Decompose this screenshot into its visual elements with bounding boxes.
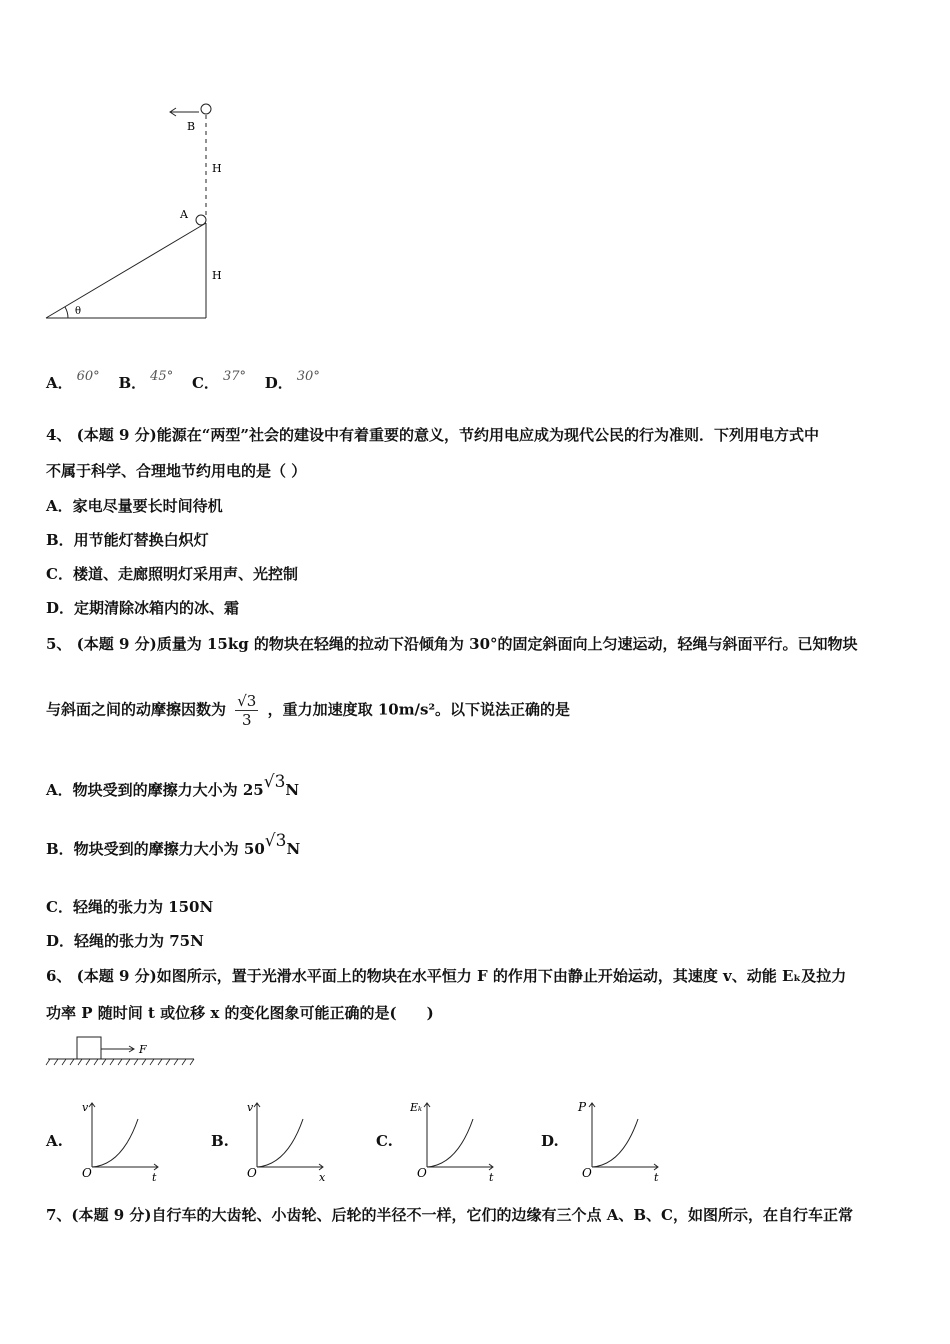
graph-c-ylabel: Eₖ xyxy=(410,1101,423,1114)
graph-d-curve xyxy=(592,1119,638,1167)
block xyxy=(77,1037,101,1059)
q5-option-d: D．轻绳的张力为 75N xyxy=(46,932,204,950)
q5-option-b-root: √3 xyxy=(264,831,287,851)
q5-option-a xyxy=(46,772,300,800)
fraction-numerator: √3 xyxy=(237,692,257,710)
q5-option-a-unit: N xyxy=(285,781,300,799)
q5-stem-line1: 5、 (本题 9 分)质量为 15kg 的物块在轻绳的拉动下沿倾角为 30°的固定斜面向上匀速运动，轻绳与斜面平行。已知物块 xyxy=(46,635,858,653)
fraction-denominator: 3 xyxy=(242,711,252,729)
q3-option-d-letter: D． xyxy=(264,374,293,392)
incline-slope xyxy=(46,223,206,318)
q5-line2-post: ，重力加速度取 10m/s²。以下说法正确的是 xyxy=(267,700,571,719)
label-h-top: H xyxy=(212,162,222,175)
block-surface-figure xyxy=(44,1034,199,1070)
q5-line2-pre: 与斜面之间的动摩擦因数为 xyxy=(46,700,227,719)
q4-stem-line2: 不属于科学、合理地节约用电的是（ ） xyxy=(46,462,307,480)
graph-b xyxy=(245,1095,335,1185)
graph-b-xlabel: x xyxy=(319,1171,326,1184)
graph-b-letter: B. xyxy=(211,1132,229,1150)
friction-coefficient-fraction xyxy=(235,692,258,729)
graph-c-letter: C. xyxy=(376,1132,393,1150)
ball-b xyxy=(201,104,211,114)
graph-a-ylabel: v xyxy=(82,1101,89,1114)
theta-arc xyxy=(65,307,68,318)
graph-b-ylabel: v xyxy=(247,1101,254,1114)
q3-option-c-letter: C． xyxy=(191,374,219,392)
q7-stem-line1: 7、(本题 9 分)自行车的大齿轮、小齿轮、后轮的半径不一样，它们的边缘有三个点 A、B、C，如图所示，在自行车正常 xyxy=(46,1206,853,1224)
q3-option-d-value: 30° xyxy=(296,369,320,384)
q6-stem-line1: 6、 (本题 9 分)如图所示，置于光滑水平面上的物块在水平恒力 F 的作用下由静止开始运动，其速度 v、动能 Eₖ及拉力 xyxy=(46,967,847,985)
graph-a-origin: O xyxy=(82,1166,92,1180)
q4-option-d: D．定期清除冰箱内的冰、霜 xyxy=(46,599,240,617)
graph-a-letter: A. xyxy=(46,1132,63,1150)
graph-a xyxy=(80,1095,170,1185)
q6-stem-line2: 功率 P 随时间 t 或位移 x 的变化图象可能正确的是( ) xyxy=(46,1004,434,1022)
label-b: B xyxy=(187,120,196,133)
graph-c-origin: O xyxy=(417,1166,427,1180)
graph-b-curve xyxy=(257,1119,303,1167)
q5-option-b xyxy=(46,831,301,859)
q5-option-b-unit: N xyxy=(286,840,301,858)
q5-option-c: C．轻绳的张力为 150N xyxy=(46,898,214,916)
graph-a-xlabel: t xyxy=(152,1171,157,1184)
graph-c xyxy=(410,1095,505,1185)
ball-a xyxy=(196,215,206,225)
q3-option-b-value: 45° xyxy=(150,369,174,384)
q5-option-b-text: B．物块受到的摩擦力大小为 50 xyxy=(46,840,265,858)
graph-d-xlabel: t xyxy=(654,1171,659,1184)
q3-option-a-value: 60° xyxy=(76,369,100,384)
graph-d-letter: D. xyxy=(541,1132,559,1150)
graph-c-xlabel: t xyxy=(489,1171,494,1184)
q4-stem-line1: 4、 (本题 9 分)能源在“两型”社会的建设中有着重要的意义，节约用电应成为现代公民的行为准则．下列用电方式中 xyxy=(46,426,819,444)
graph-d xyxy=(575,1095,670,1185)
force-label: F xyxy=(139,1043,147,1056)
q3-option-b-letter: B． xyxy=(118,374,147,392)
incline-figure xyxy=(40,95,240,330)
q5-option-a-root: √3 xyxy=(263,772,286,792)
graph-d-ylabel: P xyxy=(578,1100,587,1114)
graph-a-curve xyxy=(92,1119,138,1167)
q5-option-a-text: A．物块受到的摩擦力大小为 25 xyxy=(46,781,264,799)
label-a: A xyxy=(180,208,188,221)
q3-option-c-value: 37° xyxy=(222,369,246,384)
q3-options xyxy=(46,369,334,393)
label-h-bottom: H xyxy=(212,269,222,282)
q4-option-b: B．用节能灯替换白炽灯 xyxy=(46,531,209,549)
q4-option-a: A．家电尽量要长时间待机 xyxy=(46,497,223,515)
graph-b-origin: O xyxy=(247,1166,257,1180)
label-theta: θ xyxy=(75,306,82,317)
q4-option-c: C．楼道、走廊照明灯采用声、光控制 xyxy=(46,565,298,583)
q3-option-a-letter: A． xyxy=(46,374,73,392)
graph-d-origin: O xyxy=(582,1166,592,1180)
graph-options xyxy=(0,1095,950,1185)
q5-stem-line2 xyxy=(46,692,570,729)
graph-c-curve xyxy=(427,1119,473,1167)
